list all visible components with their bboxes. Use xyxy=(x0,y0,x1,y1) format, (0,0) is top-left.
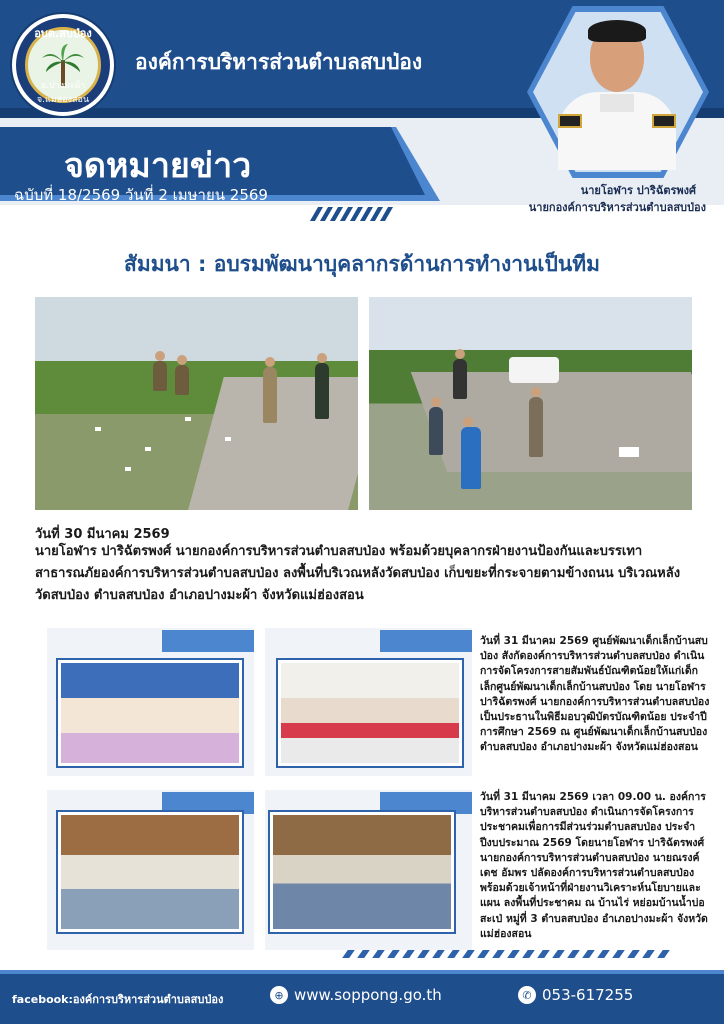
side-item-text: วันที่ 31 มีนาคม 2569 เวลา 09.00 น. องค์การบริหารส่วนตำบลสบป่อง ดำเนินการจัดโครงการประชาคมเพื่อการมีส่วนร่วมตำบลสบป่อง ประจำปีงบประมาณ 2569 โดยนายโอฬาร ปาริฉัตรพงศ์ นายกองค์การบริหารส่วนตำบลสบป่อง นายณรงค์เดช อัมพร ปลัดองค์การบริหารส่วนตำบลสบป่อง พร้อมด้วยเจ้าหน้าที่ฝ่ายงานวิเคราะห์นโยบายและแผน ลงพื้นที่ประชาคม ณ บ้านไร่ หย่อมบ้านน้ำบ่อสะเป่ หมู่ที่ 3 ตำบลสบป่อง อำเภอปางมะผ้า จังหวัดแม่ฮ่องสอน xyxy=(480,791,708,940)
photo-person xyxy=(529,397,543,457)
portrait-epaulet-right xyxy=(652,114,676,128)
news-headline: สัมมนา : อบรมพัฒนาบุคลากรด้านการทำงานเป็นทีม xyxy=(124,252,600,276)
photo-pickup-truck xyxy=(509,357,559,383)
organization-title: องค์การบริหารส่วนตำบลสบป่อง xyxy=(135,50,423,74)
footer-phone[interactable] xyxy=(518,986,633,1004)
photo-trash xyxy=(125,467,131,471)
card-tab xyxy=(162,630,254,652)
item-date: วันที่ 30 มีนาคม 2569 xyxy=(35,527,170,542)
phone-icon: ✆ xyxy=(518,986,536,1004)
photo-community-meeting-2 xyxy=(270,812,454,932)
decorative-dashes xyxy=(345,950,667,958)
photo-children-performance xyxy=(278,660,462,766)
footer-website-text: www.soppong.go.th xyxy=(294,986,442,1004)
organization-logo xyxy=(12,14,114,116)
footer-phone-text: 053-617255 xyxy=(542,986,634,1004)
portrait-hair xyxy=(588,20,646,42)
card-tab xyxy=(380,630,472,652)
chief-title: นายกองค์การบริหารส่วนตำบลสบป่อง xyxy=(528,201,706,214)
newsletter-title: จดหมายข่าว xyxy=(64,146,252,186)
photo-roadside-cleanup-2 xyxy=(369,297,692,510)
photo-graduation-ceremony xyxy=(58,660,242,766)
issue-info: ฉบับที่ 18/2569 วันที่ 2 เมษายน 2569 xyxy=(14,186,268,204)
decorative-stripes xyxy=(314,207,389,221)
logo-bottom-text: อ.ปางมะผ้า จ.แม่ฮ่องสอน xyxy=(36,81,90,105)
photo-person xyxy=(175,365,189,395)
photo-trash xyxy=(619,447,639,457)
photo-person xyxy=(429,407,443,455)
portrait-collar xyxy=(600,94,634,112)
card-tab xyxy=(380,792,472,814)
photo-trash xyxy=(95,427,101,431)
logo-top-text: อบต.สบป่อง xyxy=(34,27,92,40)
photo-trash xyxy=(185,417,191,421)
card-tab xyxy=(162,792,254,814)
item-body: นายโอฬาร ปาริฉัตรพงศ์ นายกองค์การบริหารส่วนตำบลสบป่อง พร้อมด้วยบุคลากรฝ่ายงานป้องกันและบรรเทาสาธารณภัยองค์การบริหารส่วนตำบลสบป่อง ลงพื้นที่บริเวณหลังวัดสบป่อง เก็บขยะที่กระจายตามข้างถนน บริเวณหลังวัดสบป่อง ตำบลสบป่อง อำเภอปางมะผ้า จังหวัดแม่ฮ่องสอน xyxy=(35,544,681,603)
photo-community-meeting-1 xyxy=(58,812,242,932)
photo-person xyxy=(461,427,481,489)
photo-person xyxy=(315,363,329,419)
footer-facebook[interactable]: facebook:องค์การบริหารส่วนตำบลสบป่อง xyxy=(12,993,224,1006)
chief-name: นายโอฬาร ปาริฉัตรพงศ์ xyxy=(580,184,696,197)
photo-person xyxy=(153,361,167,391)
photo-person xyxy=(453,359,467,399)
portrait-epaulet-left xyxy=(558,114,582,128)
photo-person xyxy=(263,367,277,423)
photo-trash xyxy=(225,437,231,441)
photo-trash xyxy=(145,447,151,451)
side-item-text: วันที่ 31 มีนาคม 2569 ศูนย์พัฒนาเด็กเล็กบ้านสบป่อง สังกัดองค์การบริหารส่วนตำบลสบป่อง ดำเนินการจัดโครงการสายสัมพันธ์บัณฑิตน้อยให้แก่เด็กเล็กศูนย์พัฒนาเด็กเล็กบ้านสบป่อง โดย นายโอฬาร ปาริฉัตรพงศ์ นายกองค์การบริหารส่วนตำบลสบป่อง เป็นประธานในพิธีมอบวุฒิบัตรบัณฑิตน้อย ประจำปีการศึกษา 2569 ณ ศูนย์พัฒนาเด็กเล็กบ้านสบป่อง ตำบลสบป่อง อำเภอปางมะผ้า จังหวัดแม่ฮ่องสอน xyxy=(480,635,710,754)
footer-website[interactable] xyxy=(270,986,442,1004)
globe-icon: ⊕ xyxy=(270,986,288,1004)
photo-roadside-cleanup-1 xyxy=(35,297,358,510)
